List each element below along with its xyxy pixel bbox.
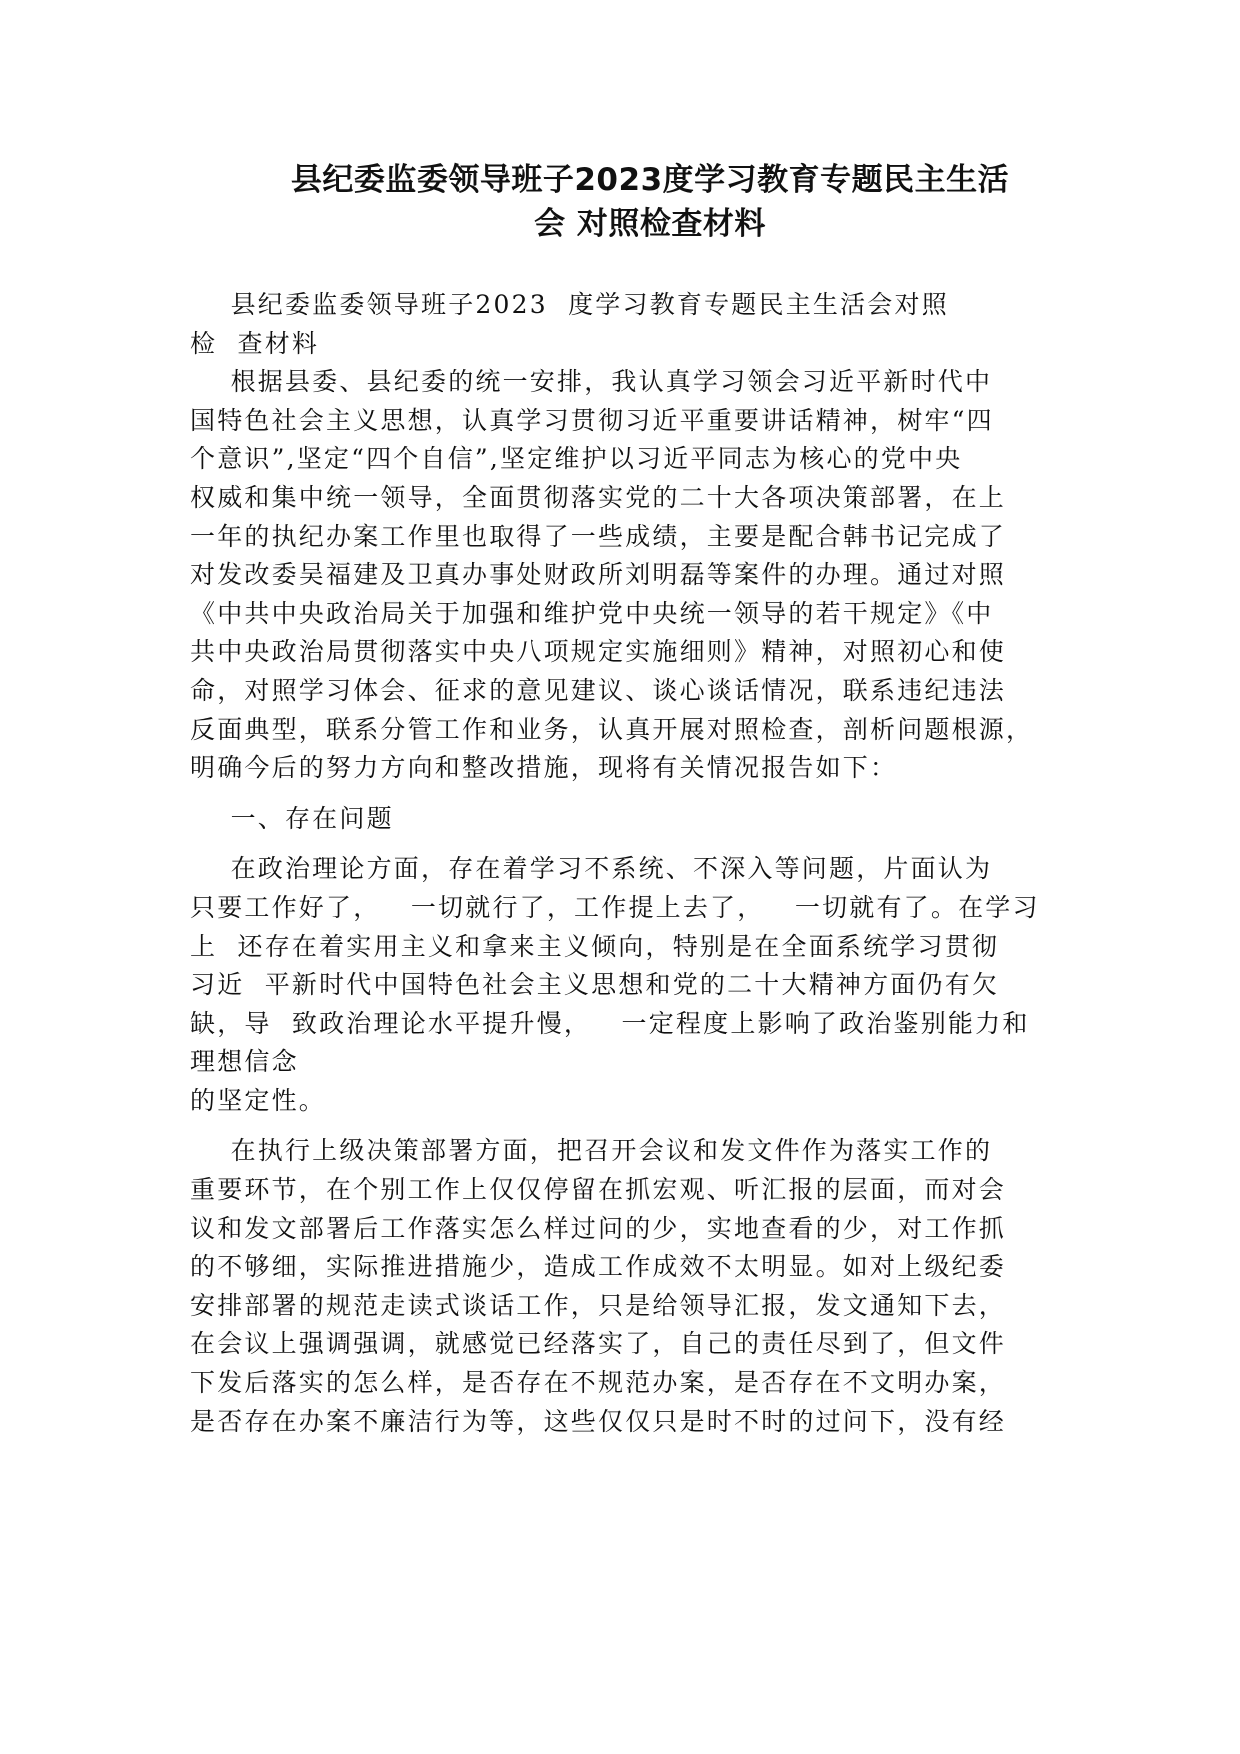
paragraph-line: 共中央政治局贯彻落实中央八项规定实施细则》精神，对照初心和使 [190,637,1007,667]
paragraph-line: 的坚定性。 [190,1085,327,1115]
paragraph-line: 在会议上强调强调，就感觉已经落实了，自己的责任尽到了，但文件 [190,1329,1007,1359]
subtitle-line: 检 查材料 [190,328,320,358]
paragraph-line: 《中共中央政治局关于加强和维护党中央统一领导的若干规定》《中 [190,598,994,628]
paragraph-line: 理想信念 [190,1047,299,1077]
paragraph-line: 安排部署的规范走读式谈话工作，只是给领导汇报，发文通知下去， [190,1290,1007,1320]
paragraph-political-theory [190,850,1052,1120]
title-line-2: 会 对照检查材料 [534,206,766,242]
paragraph-spacer [190,838,1052,850]
document-body [190,286,1052,1441]
paragraph-line: 一年的执纪办案工作里也取得了一些成绩，主要是配合韩书记完成了 [190,521,1007,551]
paragraph-line: 是否存在办案不廉洁行为等，这些仅仅只是时不时的过问下，没有经 [190,1406,1007,1436]
paragraph-line: 命，对照学习体会、征求的意见建议、谈心谈话情况，联系违纪违法 [190,675,1007,705]
subtitle-line: 县纪委监委领导班子2023 度学习教育专题民主生活会对照 [190,290,949,319]
paragraph-line: 反面典型，联系分管工作和业务，认真开展对照检查，剖析问题根源， [190,714,1034,744]
paragraph-line: 权威和集中统一领导，全面贯彻落实党的二十大各项决策部署，在上 [190,482,1007,512]
paragraph-line: 重要环节，在个别工作上仅仅停留在抓宏观、听汇报的层面，而对会 [190,1175,1007,1205]
paragraph-line: 在执行上级决策部署方面，把召开会议和发文件作为落实工作的 [190,1136,993,1166]
paragraph-line: 个意识”,坚定“四个自信”,坚定维护以习近平同志为核心的党中央 [190,444,963,474]
section-heading: 一、存在问题 [190,803,394,833]
paragraph-line: 明确今后的努力方向和整改措施，现将有关情况报告如下： [190,753,898,783]
paragraph-line: 的不够细，实际推进措施少，造成工作成效不太明显。如对上级纪委 [190,1252,1007,1282]
paragraph-line: 根据县委、县纪委的统一安排，我认真学习领会习近平新时代中 [190,367,993,397]
paragraph-line: 在政治理论方面，存在着学习不系统、不深入等问题，片面认为 [190,854,993,884]
paragraph-line: 缺，导 致政治理论水平提升慢， 一定程度上影响了政治鉴别能力和 [190,1008,1030,1038]
subtitle [190,286,1052,363]
paragraph-spacer [190,788,1052,800]
paragraph-line: 习近 平新时代中国特色社会主义思想和党的二十大精神方面仍有欠 [190,970,1000,1000]
paragraph-line: 议和发文部署后工作落实怎么样过问的少，实地查看的少，对工作抓 [190,1213,1007,1243]
paragraph-line: 国特色社会主义思想，认真学习贯彻习近平重要讲话精神，树牢“四 [190,405,994,435]
paragraph-intro [190,363,1052,788]
paragraph-line: 只要工作好了， 一切就行了，工作提上去了， 一切就有了。在学习 [190,892,1040,922]
paragraph-line: 对发改委吴福建及卫真办事处财政所刘明磊等案件的办理。通过对照 [190,560,1007,590]
paragraph-line: 上 还存在着实用主义和拿来主义倾向，特别是在全面系统学习贯彻 [190,931,1000,961]
paragraph-policy-execution [190,1132,1052,1441]
paragraph-spacer [190,1120,1052,1132]
document-title [250,158,1050,246]
title-line-1: 县纪委监委领导班子2023度学习教育专题民主生活 [290,162,1010,198]
paragraph-line: 下发后落实的怎么样，是否存在不规范办案，是否存在不文明办案， [190,1368,1007,1398]
